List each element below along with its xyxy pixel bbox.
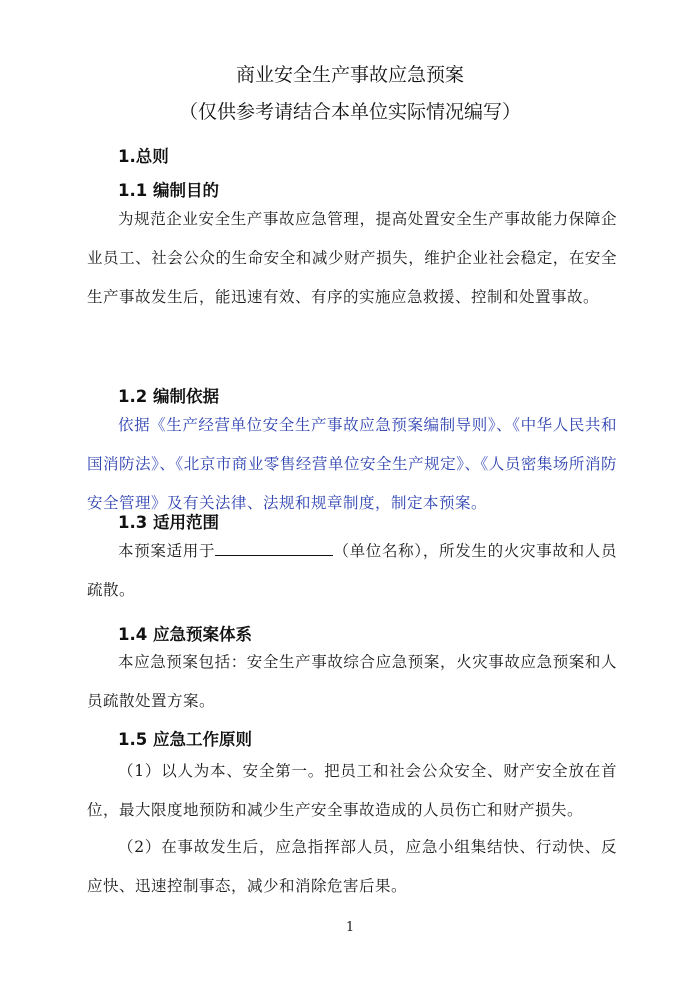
paragraph-purpose: 为规范企业安全生产事故应急管理，提高处置安全生产事故能力保障企业员工、社会公众的生命安全和减少财产损失，维护企业社会稳定，在安全生产事故发生后，能迅速有效、有序的实施应急救援、控制和处置事故。 (87, 210, 617, 306)
paragraph-scope (87, 532, 617, 610)
document-title: 商业安全生产事故应急预案 (235, 64, 464, 86)
document-subtitle: （仅供参考请结合本单位实际情况编写） (178, 101, 521, 123)
paragraph-principle-1: （1）以人为本、安全第一。把员工和社会公众安全、财产安全放在首位，最大限度地预防和减少生产安全事故造成的人员伤亡和财产损失。 (87, 762, 617, 819)
page-number: 1 (345, 920, 355, 935)
section-heading-system: 1.4 应急预案体系 (118, 625, 252, 644)
scope-text-before: 本预案适用于 (118, 542, 216, 560)
paragraph-basis: 依据《生产经营单位安全生产事故应急预案编制导则》、《中华人民共和国消防法》、《北京市商业零售经营单位安全生产规定》、《人员密集场所消防安全管理》及有关法律、法规和规章制度，制定本预案。 (87, 416, 617, 512)
unit-name-blank (215, 541, 333, 556)
section-heading-scope: 1.3 适用范围 (118, 513, 219, 532)
paragraph-system: 本应急预案包括：安全生产事故综合应急预案，火灾事故应急预案和人员疏散处置方案。 (87, 653, 617, 710)
section-heading-purpose: 1.1 编制目的 (118, 181, 219, 200)
section-heading-principles: 1.5 应急工作原则 (118, 730, 252, 749)
section-heading-general: 1.总则 (118, 147, 169, 166)
section-heading-basis: 1.2 编制依据 (118, 387, 219, 406)
scope-text-after: （单位名称），所发生的火灾事故和人员疏散。 (87, 542, 617, 599)
paragraph-principle-2: （2）在事故发生后，应急指挥部人员，应急小组集结快、行动快、反应快、迅速控制事态，减少和消除危害后果。 (87, 838, 617, 895)
